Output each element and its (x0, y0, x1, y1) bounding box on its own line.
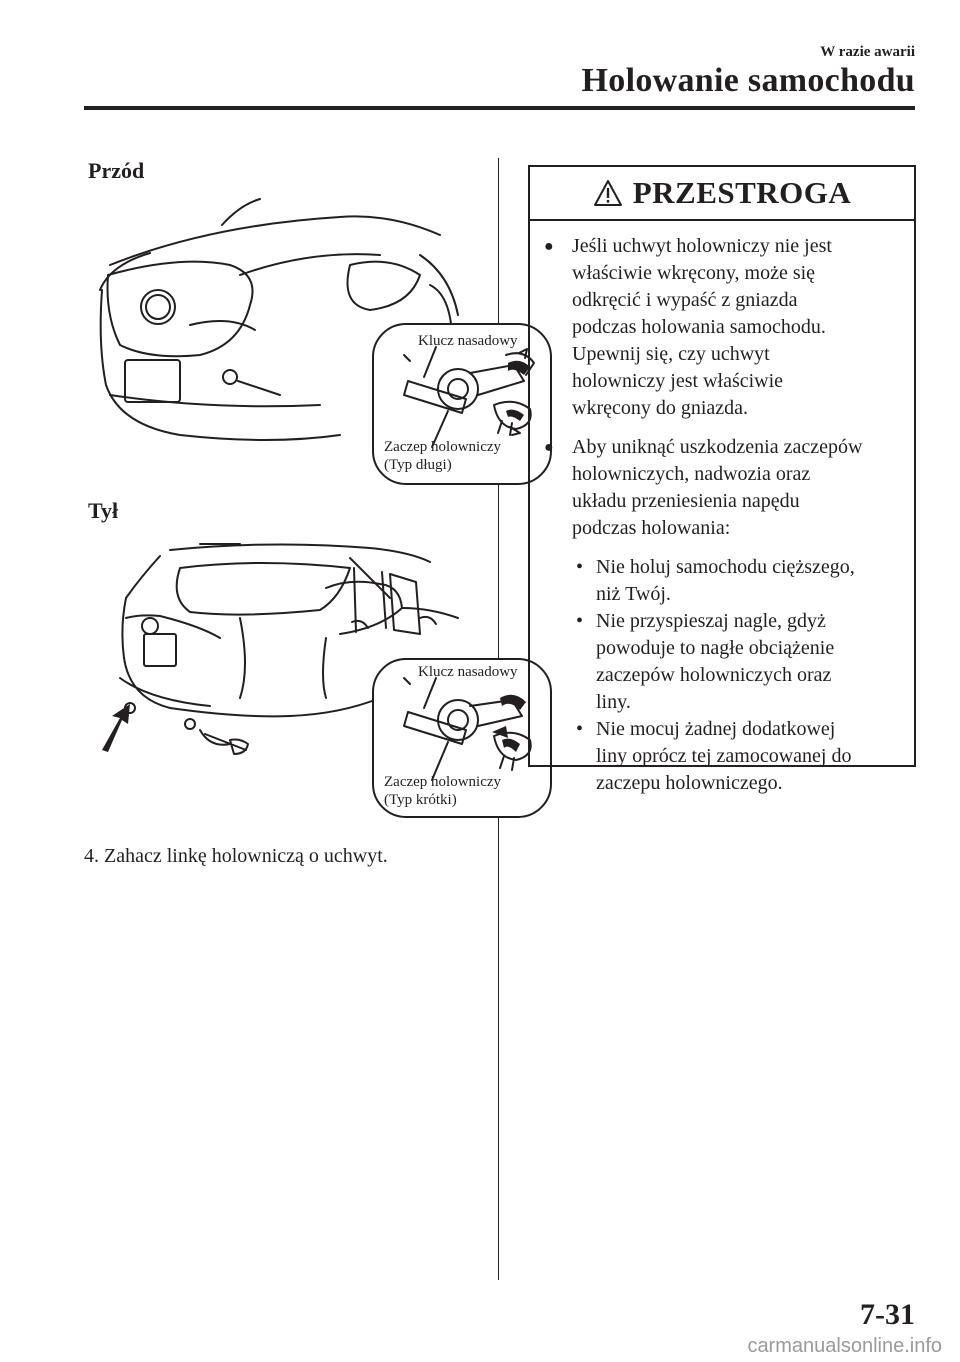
header-rule (84, 106, 915, 110)
bullet-line: Upewnij się, czy uchwyt (572, 343, 770, 365)
front-wrench-label: Klucz nasadowy (418, 333, 518, 349)
sub-bullet-line: Nie mocuj żadnej dodatkowej (596, 718, 836, 740)
front-label: Przód (88, 158, 145, 183)
page-title: Holowanie samochodu (581, 62, 915, 99)
rear-hook-type: (Typ krótki) (384, 792, 457, 808)
watermark: carmanualsonline.info (747, 1335, 942, 1357)
sub-bullet-line: zaczepów holowniczych oraz (596, 664, 832, 686)
sub-bullet-line: liny oprócz tej zamocowanej do (596, 745, 852, 767)
caution-sub-bullet (530, 554, 914, 608)
caution-header (530, 167, 914, 221)
bullet-line: holowniczy jest właściwie (572, 370, 784, 392)
caution-sub-bullet (530, 716, 914, 797)
page-number: 7-31 (860, 1298, 915, 1331)
sub-bullet-line: Nie holuj samochodu cięższego, (596, 556, 855, 578)
bullet-dot: ● (544, 238, 554, 255)
sub-bullet-dot: • (576, 610, 584, 632)
step-4: 4. Zahacz linkę holowniczą o uchwyt. (84, 845, 388, 867)
bullet-line: właściwie wkręcony, może się (572, 262, 816, 284)
sub-bullet-line: powoduje to nagłe obciążenie (596, 637, 835, 659)
caution-sub-bullet (530, 608, 914, 716)
bullet-line: układu przeniesienia napędu (572, 490, 800, 512)
front-hook-label: Zaczep holowniczy (384, 439, 502, 455)
section-name: W razie awarii (820, 44, 915, 60)
rear-illustration (90, 538, 518, 820)
caution-bullet (530, 434, 914, 542)
caution-title: PRZESTROGA (632, 175, 852, 210)
sub-bullet-dot: • (576, 556, 584, 578)
caution-body (530, 233, 914, 797)
bullet-line: holowniczych, nadwozia oraz (572, 463, 811, 485)
bullet-line: wkręcony do gniazda. (572, 397, 749, 419)
caution-bullet (530, 233, 914, 422)
bullet-line: podczas holowania samochodu. (572, 316, 826, 338)
front-inset (372, 323, 552, 485)
rear-inset (372, 658, 552, 818)
front-illustration (90, 195, 518, 487)
rear-hook-label: Zaczep holowniczy (384, 774, 502, 790)
sub-bullet-line: liny. (596, 691, 631, 713)
rear-wrench-label: Klucz nasadowy (418, 664, 518, 680)
bullet-dot: ● (544, 439, 554, 456)
sub-bullet-line: Nie przyspieszaj nagle, gdyż (596, 610, 826, 632)
sub-bullet-dot: • (576, 718, 584, 740)
front-hook-type: (Typ długi) (384, 457, 452, 473)
bullet-line: Jeśli uchwyt holowniczy nie jest (572, 235, 832, 257)
bullet-line: podczas holowania: (572, 517, 731, 539)
caution-box (528, 165, 916, 794)
bullet-line: Aby uniknąć uszkodzenia zaczepów (572, 436, 863, 458)
bullet-line: odkręcić i wypaść z gniazda (572, 289, 798, 311)
rear-label: Tył (88, 498, 119, 523)
warning-triangle-icon (593, 179, 623, 207)
sub-bullet-line: zaczepu holowniczego. (596, 772, 783, 794)
sub-bullet-line: niż Twój. (596, 583, 671, 605)
